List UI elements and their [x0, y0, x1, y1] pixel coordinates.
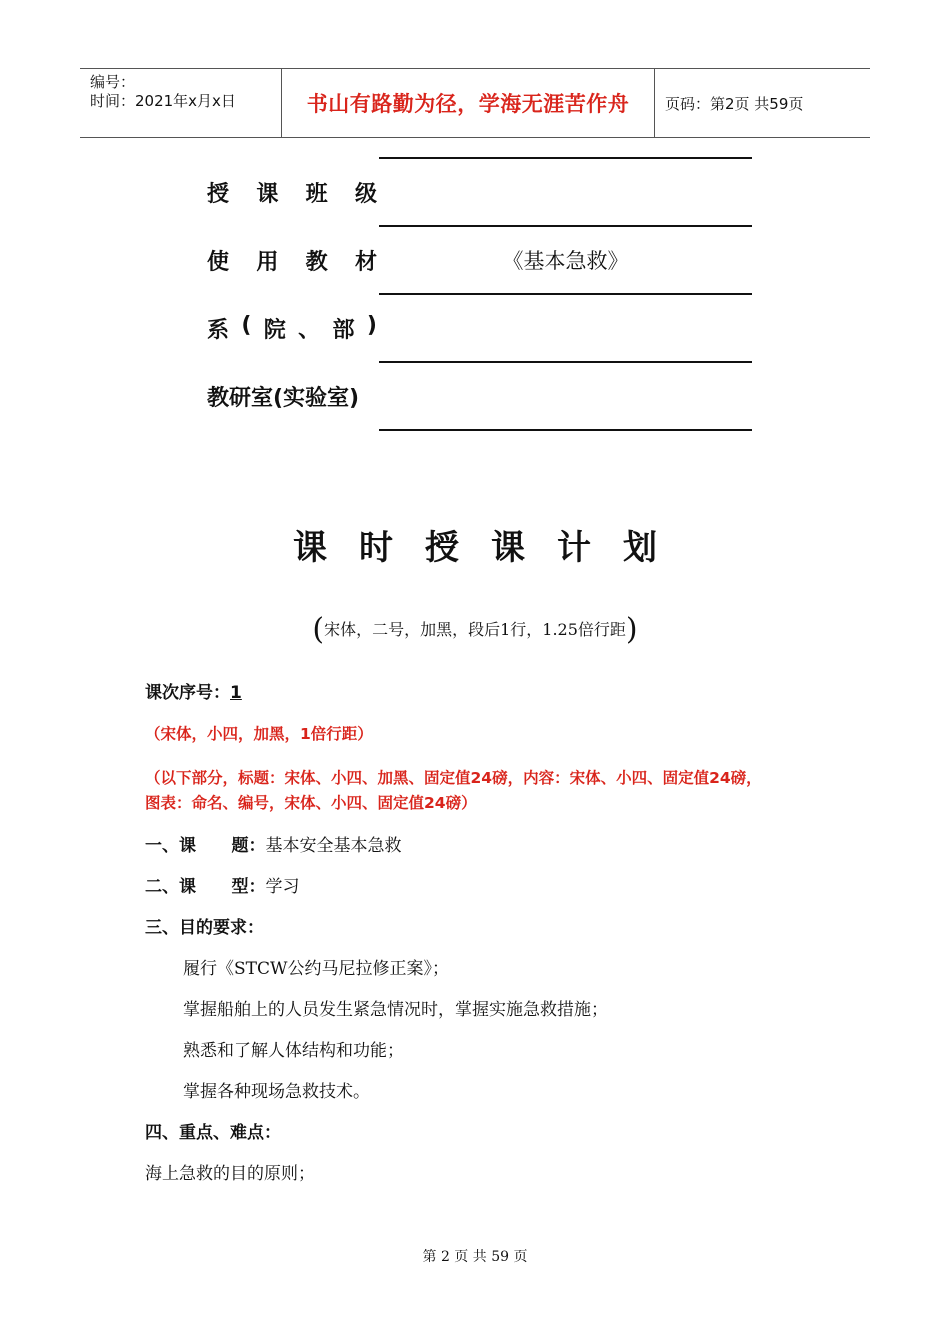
info-label-department: 系 ( 院 、 部 ): [207, 313, 377, 343]
section-key-heading: 四、重点、难点：: [145, 1123, 281, 1143]
info-row-office: [207, 371, 752, 411]
format-note-2-line2: 图表：命名、编号，宋体、小四、固定值24磅）: [145, 794, 477, 812]
lesson-number: 课次序号：1: [145, 683, 242, 703]
number-label: 编号：: [90, 73, 136, 91]
format-note-1: （宋体，小四，加黑，1倍行距）: [145, 725, 373, 743]
page-footer: 第 2 页 共 59 页: [422, 1249, 528, 1265]
info-value-textbook: 《基本急救》: [502, 249, 629, 273]
title-format-note: (宋体，二号，加黑，段后1行，1.25倍行距): [312, 612, 638, 647]
header-page-info: 页码：第2页 共59页: [665, 94, 804, 113]
page-header: [80, 68, 870, 138]
header-meta: [80, 69, 282, 137]
info-row-class: [207, 167, 752, 207]
info-row-textbook: [207, 235, 752, 275]
goal-item: 熟悉和了解人体结构和功能；: [183, 1041, 404, 1061]
info-label-class: 授 课 班 级: [207, 182, 377, 207]
table-rule: [379, 225, 752, 227]
info-label-office: 教研室(实验室): [207, 386, 360, 411]
info-label-textbook: 使 用 教 材: [207, 250, 377, 275]
header-motto: 书山有路勤为径，学海无涯苦作舟: [282, 69, 655, 137]
table-rule: [379, 157, 752, 159]
time-label: 时间：2021年x月x日: [90, 92, 236, 110]
goal-item: 掌握船舶上的人员发生紧急情况时，掌握实施急救措施；: [183, 1000, 608, 1020]
page-title: 课 时 授 课 计 划: [293, 528, 657, 568]
info-row-department: [207, 303, 752, 343]
section-topic: 一、课 题：基本安全基本急救: [145, 836, 402, 856]
format-note-2-line1: （以下部分，标题：宋体、小四、加黑、固定值24磅，内容：宋体、小四、固定值24磅，: [145, 769, 762, 787]
goal-item: 掌握各种现场急救技术。: [183, 1082, 370, 1102]
key-point-text: 海上急救的目的原则；: [145, 1164, 315, 1184]
goal-item: 履行《STCW公约马尼拉修正案》；: [183, 959, 449, 979]
table-rule: [379, 429, 752, 431]
section-type: 二、课 型：学习: [145, 877, 300, 897]
table-rule: [379, 293, 752, 295]
section-goals-heading: 三、目的要求：: [145, 918, 264, 938]
table-rule: [379, 361, 752, 363]
